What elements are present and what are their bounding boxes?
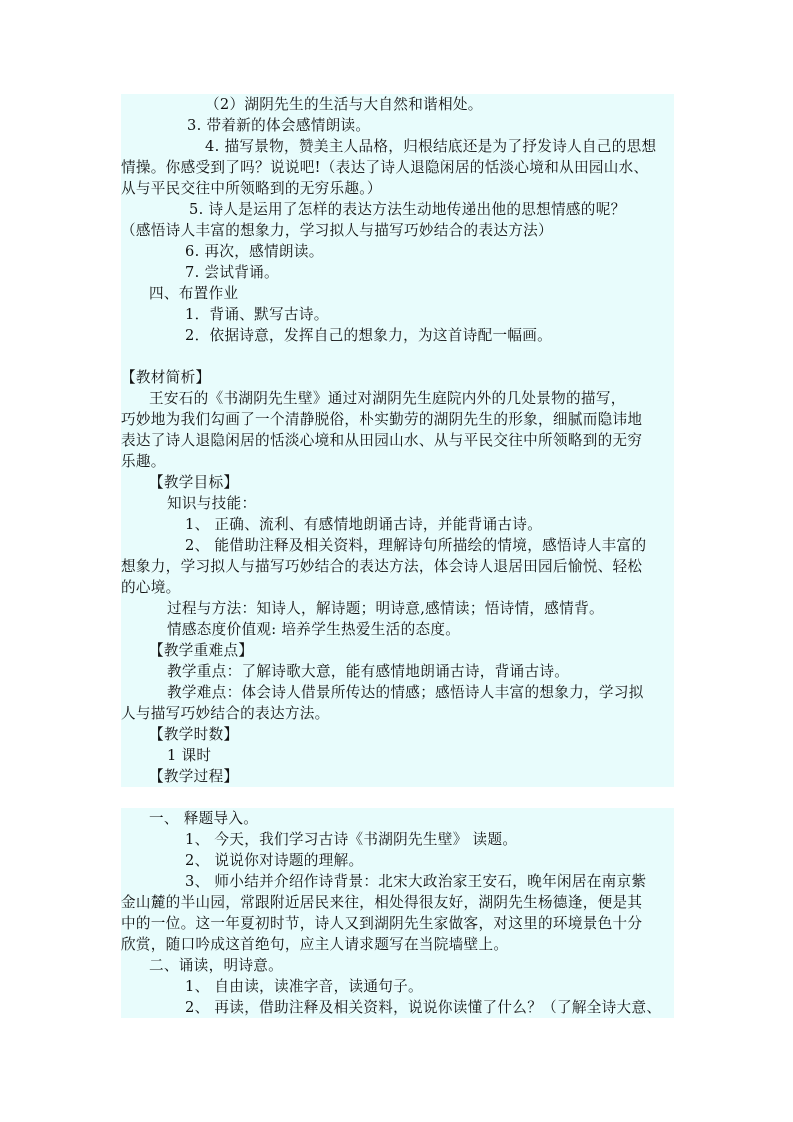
text-line: 欣赏，随口吟成这首绝句，应主人请求题写在当院墙壁上。 bbox=[121, 934, 674, 955]
text-line: 想象力，学习拟人与描写巧妙结合的表达方法，体会诗人退居田园后愉悦、轻松 bbox=[121, 556, 674, 577]
section-heading: 一、 释题导入。 bbox=[121, 808, 674, 829]
text-line: 知识与技能： bbox=[121, 493, 674, 514]
text-line: 王安石的《书湖阴先生壁》通过对湖阴先生庭院内外的几处景物的描写， bbox=[121, 388, 674, 409]
section-heading: 【教学目标】 bbox=[121, 472, 674, 493]
text-line: 2、 说说你对诗题的理解。 bbox=[121, 850, 674, 871]
blank-line bbox=[121, 346, 674, 367]
section-heading: 【教学时数】 bbox=[121, 724, 674, 745]
text-line: 1、 正确、流利、有感情地朗诵古诗，并能背诵古诗。 bbox=[121, 514, 674, 535]
text-line: 1、 今天，我们学习古诗《书湖阴先生壁》 读题。 bbox=[121, 829, 674, 850]
text-line: 情操。你感受到了吗？说说吧!（表达了诗人退隐闲居的恬淡心境和从田园山水、 bbox=[121, 157, 674, 178]
text-line: 5. 诗人是运用了怎样的表达方法生动地传递出他的思想情感的呢？ bbox=[121, 199, 674, 220]
text-line: 1．背诵、默写古诗。 bbox=[121, 304, 674, 325]
text-line: 中的一位。这一年夏初时节，诗人又到湖阴先生家做客，对这里的环境景色十分 bbox=[121, 913, 674, 934]
text-line: 2、 再读，借助注释及相关资料，说说你读懂了什么？（了解全诗大意、 bbox=[121, 997, 674, 1018]
text-line: 过程与方法：知诗人，解诗题；明诗意,感情读；悟诗情，感情背。 bbox=[121, 598, 674, 619]
section-heading: 【教材简析】 bbox=[121, 367, 674, 388]
text-line: 1、 自由读，读准字音，读通句子。 bbox=[121, 976, 674, 997]
text-line: 2．依据诗意，发挥自己的想象力，为这首诗配一幅画。 bbox=[121, 325, 674, 346]
text-line: 的心境。 bbox=[121, 577, 674, 598]
blank-line bbox=[121, 787, 674, 808]
text-line: 3、 师小结并介绍作诗背景：北宋大政治家王安石，晚年闲居在南京紫 bbox=[121, 871, 674, 892]
text-line: 人与描写巧妙结合的表达方法。 bbox=[121, 703, 674, 724]
text-line: 教学重点：了解诗歌大意，能有感情地朗诵古诗，背诵古诗。 bbox=[121, 661, 674, 682]
text-line: 乐趣。 bbox=[121, 451, 674, 472]
text-line: 表达了诗人退隐闲居的恬淡心境和从田园山水、从与平民交往中所领略到的无穷 bbox=[121, 430, 674, 451]
section-heading: 【教学重难点】 bbox=[121, 640, 674, 661]
text-line: 4. 描写景物，赞美主人品格，归根结底还是为了抒发诗人自己的思想 bbox=[121, 136, 674, 157]
section-heading: 四、布置作业 bbox=[121, 283, 674, 304]
text-line: 7. 尝试背诵。 bbox=[121, 262, 674, 283]
text-line: 3. 带着新的体会感情朗读。 bbox=[121, 115, 674, 136]
section-heading: 二、诵读，明诗意。 bbox=[121, 955, 674, 976]
text-line: 6. 再次，感情朗读。 bbox=[121, 241, 674, 262]
text-line: （2）湖阴先生的生活与大自然和谐相处。 bbox=[121, 94, 674, 115]
text-line: 教学难点：体会诗人借景所传达的情感；感悟诗人丰富的想象力，学习拟 bbox=[121, 682, 674, 703]
text-line: 1 课时 bbox=[121, 745, 674, 766]
text-line: （感悟诗人丰富的想象力，学习拟人与描写巧妙结合的表达方法） bbox=[121, 220, 674, 241]
text-line: 情感态度价值观: 培养学生热爱生活的态度。 bbox=[121, 619, 674, 640]
text-line: 2、 能借助注释及相关资料，理解诗句所描绘的情境，感悟诗人丰富的 bbox=[121, 535, 674, 556]
text-line: 巧妙地为我们勾画了一个清静脱俗，朴实勤劳的湖阴先生的形象，细腻而隐讳地 bbox=[121, 409, 674, 430]
text-line: 从与平民交往中所领略到的无穷乐趣。） bbox=[121, 178, 674, 199]
text-line: 金山麓的半山园，常跟附近居民来往，相处得很友好，湖阴先生杨德逢，便是其 bbox=[121, 892, 674, 913]
section-heading: 【教学过程】 bbox=[121, 766, 674, 787]
